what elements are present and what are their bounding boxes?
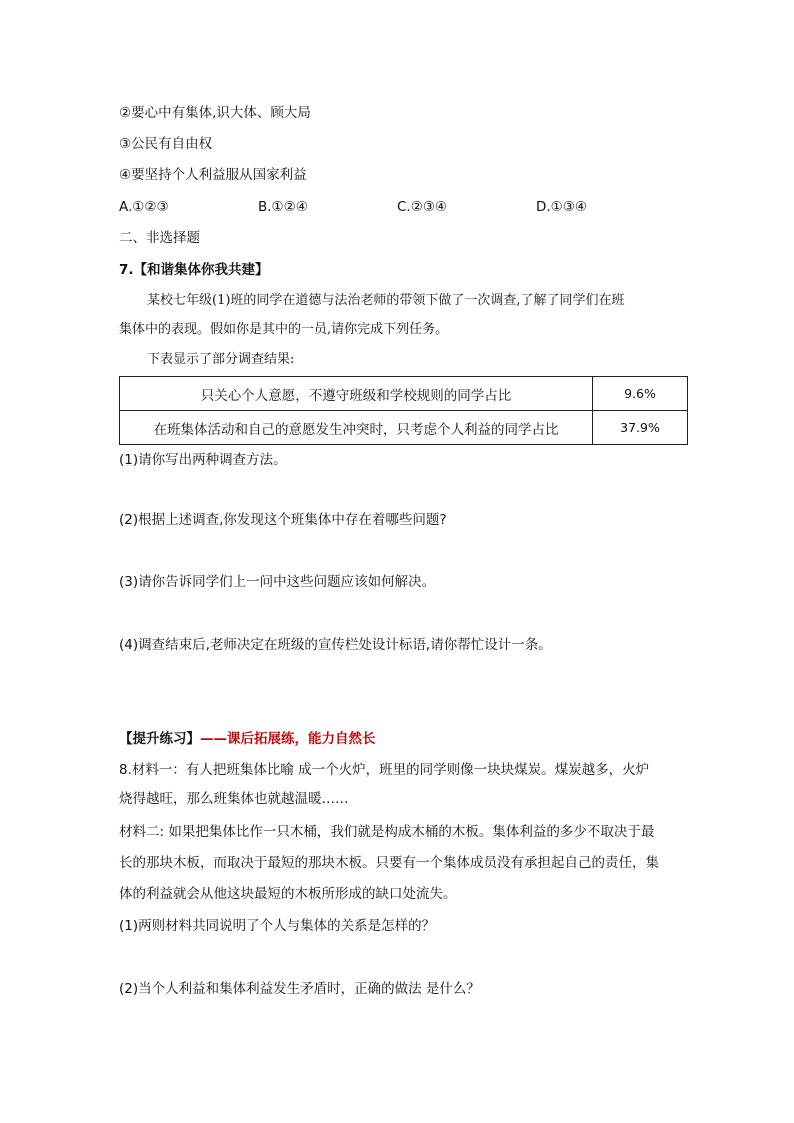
table-row	[120, 377, 688, 411]
table-cell-value: 9.6%	[593, 377, 688, 411]
table-cell-question: 只关心个人意愿，不遵守班级和学校规则的同学占比	[120, 377, 593, 411]
material-2-line-2: 长的那块木板，而取决于最短的那块木板。只要有一个集体成员没有承担起自己的责任，集	[119, 855, 659, 871]
table-caption: 下表显示了部分调查结果:	[147, 352, 295, 367]
choice-a: A.①②③	[119, 199, 169, 215]
question-8-sub-2: (2)当个人利益和集体利益发生矛盾时，正确的做法 是什么？	[119, 981, 480, 997]
question-7-intro-line-2: 集体中的表现。假如你是其中的一员,请你完成下列任务。	[119, 322, 449, 337]
question-7-sub-3: (3)请你告诉同学们上一问中这些问题应该如何解决。	[119, 574, 436, 590]
material-1-line-2: 烧得越旺，那么班集体也就越温暖……	[119, 791, 349, 807]
material-1-line-1: 8.材料一：有人把班集体比喻 成一个火炉，班里的同学则像一块块煤炭。煤炭越多，火炉	[119, 762, 650, 778]
option-4-text: ④要坚持个人利益服从国家利益	[119, 167, 307, 183]
choice-b: B.①②④	[258, 199, 308, 215]
option-2-text: ②要心中有集体,识大体、顾大局	[119, 105, 311, 121]
question-7-title: 7.【和谐集体你我共建】	[119, 262, 269, 278]
option-3-text: ③公民有自由权	[119, 136, 213, 152]
choice-c: C.②③④	[397, 199, 448, 215]
question-7-sub-1: (1)请你写出两种调查方法。	[119, 452, 287, 468]
section-title: 二、非选择题	[119, 230, 200, 246]
question-8-sub-1: (1)两则材料共同说明了个人与集体的关系是怎样的？	[119, 918, 436, 934]
question-7-sub-4: (4)调查结束后,老师决定在班级的宣传栏处设计标语,请你帮忙设计一条。	[119, 637, 552, 653]
choice-d: D.①③④	[536, 199, 587, 215]
table-row	[120, 411, 688, 445]
material-2-line-3: 体的利益就会从他这块最短的木板所形成的缺口处流失。	[119, 886, 457, 902]
question-7-intro-line-1: 某校七年级(1)班的同学在道德与法治老师的带领下做了一次调查,了解了同学们在班	[147, 293, 625, 308]
table-cell-question: 在班集体活动和自己的意愿发生冲突时，只考虑个人利益的同学占比	[120, 411, 593, 445]
practice-heading	[119, 729, 376, 749]
question-7-sub-2: (2)根据上述调查,你发现这个班集体中存在着哪些问题?	[119, 512, 447, 528]
material-2-line-1: 材料二: 如果把集体比作一只木桶，我们就是构成木桶的木板。集体利益的多少不取决于最	[119, 824, 655, 840]
practice-label: 【提升练习】	[119, 731, 200, 747]
survey-table	[119, 376, 688, 445]
practice-slogan: ——课后拓展练，能力自然长	[200, 731, 376, 747]
table-cell-value: 37.9%	[593, 411, 688, 445]
